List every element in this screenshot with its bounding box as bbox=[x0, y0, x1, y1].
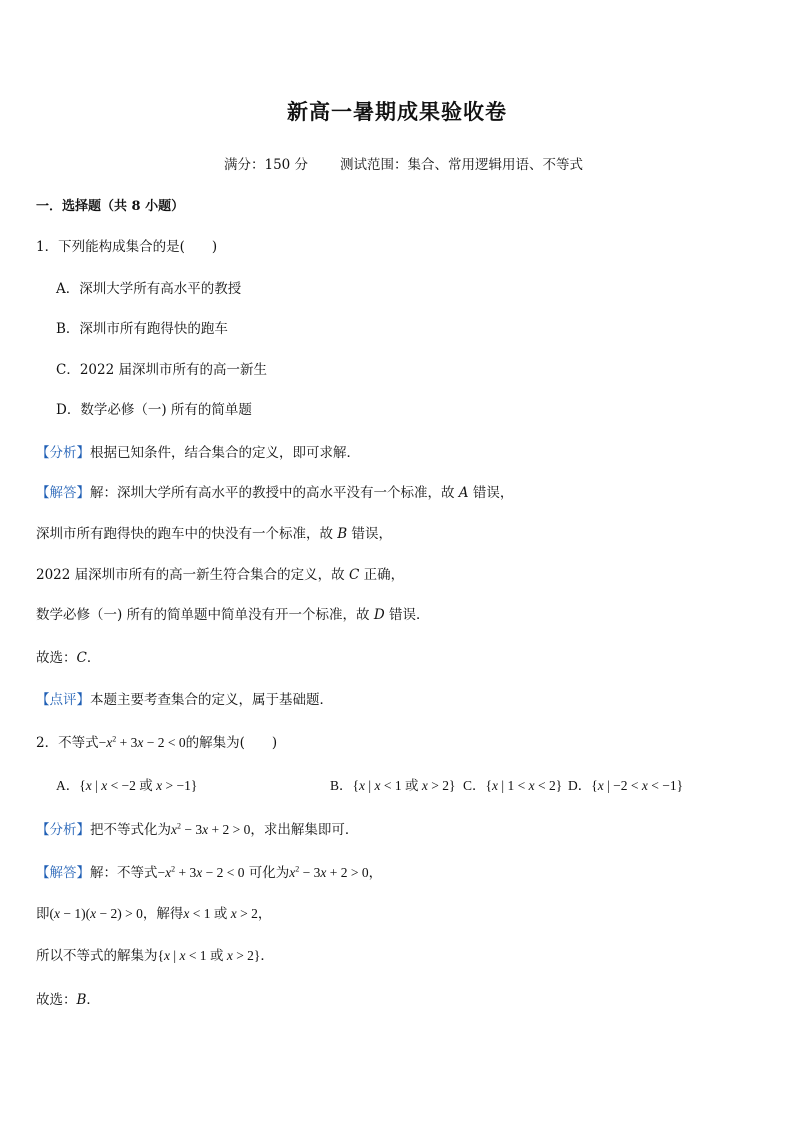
answer-text: 错误， bbox=[347, 526, 393, 542]
stem-text: 的解集为( ) bbox=[185, 735, 278, 751]
question-1-comment bbox=[36, 694, 333, 708]
question-2-answer-line-2 bbox=[36, 907, 271, 922]
answer-expression: {x | x < 1 或 x > 2} bbox=[157, 948, 261, 963]
or-word: 或 bbox=[404, 778, 419, 793]
comment-tag: 【点评】 bbox=[36, 692, 90, 708]
choice-label: 故选： bbox=[36, 650, 77, 666]
choice-letter: C bbox=[76, 650, 87, 666]
answer-variable: D bbox=[373, 607, 385, 623]
answer-text: 即 bbox=[36, 906, 50, 922]
question-1-answer-line-3 bbox=[36, 569, 404, 583]
answer-text: 数学必修（一) 所有的简单题中简单没有开一个标准，故 bbox=[36, 607, 374, 623]
answer-variable: A bbox=[458, 485, 469, 501]
answer-text: 解：深圳大学所有高水平的教授中的高水平没有一个标准，故 bbox=[90, 485, 459, 501]
comment-text: 本题主要考查集合的定义，属于基础题． bbox=[90, 692, 333, 708]
question-1-answer-line-1 bbox=[36, 487, 513, 501]
question-1-analysis bbox=[36, 447, 360, 461]
question-1-choice bbox=[36, 652, 100, 666]
answer-expression: $-x^2 + 3x - 2 < 0$ bbox=[157, 864, 245, 880]
or-word: 或 bbox=[213, 906, 228, 921]
answer-text: 错误， bbox=[468, 485, 514, 501]
answer-expression: $x^2 - 3x + 2 > 0$ bbox=[289, 864, 369, 880]
answer-variable: C bbox=[348, 567, 360, 583]
stem-text: 2．不等式 bbox=[36, 735, 99, 751]
choice-label: 故选： bbox=[36, 992, 77, 1008]
answer-text: ． bbox=[260, 948, 274, 964]
answer-text: 正确， bbox=[359, 567, 405, 583]
section-heading: 一．选择题（共 8 小题） bbox=[36, 199, 185, 214]
answer-expression: (x − 1)(x − 2) > 0 bbox=[49, 906, 143, 921]
question-1-option-b: B．深圳市所有跑得快的跑车 bbox=[56, 321, 228, 337]
analysis-text: ，求出解集即可． bbox=[250, 822, 359, 838]
full-score-label: 满分：150 分 bbox=[224, 157, 309, 173]
analysis-tag: 【分析】 bbox=[36, 822, 90, 838]
answer-text: 2022 届深圳市所有的高一新生符合集合的定义，故 bbox=[36, 567, 349, 583]
choice-suffix: ． bbox=[86, 992, 100, 1008]
or-word: 或 bbox=[209, 948, 224, 963]
answer-expression: x < 1 或 x > 2 bbox=[183, 906, 258, 921]
question-1-option-a: A．深圳大学所有高水平的教授 bbox=[56, 281, 242, 297]
question-2-analysis bbox=[36, 823, 358, 838]
answer-text: 所以不等式的解集为 bbox=[36, 948, 158, 964]
question-1-option-c: C．2022 届深圳市所有的高一新生 bbox=[56, 362, 267, 378]
page-title: 新高一暑期成果验收卷 bbox=[287, 99, 507, 124]
question-1-answer-line-2 bbox=[36, 528, 392, 542]
question-1-answer-line-4 bbox=[36, 609, 429, 623]
analysis-expression: $x^2 - 3x + 2 > 0$ bbox=[171, 821, 251, 837]
question-2-option-a: A．{x | x < −2 或 x > −1} bbox=[56, 778, 198, 793]
answer-text: ， bbox=[257, 906, 272, 922]
option-label: C． bbox=[463, 778, 486, 793]
answer-tag: 【解答】 bbox=[36, 485, 90, 501]
answer-text: ，解得 bbox=[142, 906, 184, 922]
inequality-expression: $-x^2 + 3x - 2 < 0$ bbox=[98, 734, 186, 750]
answer-variable: B bbox=[337, 526, 348, 542]
question-1-stem: 1．下列能构成集合的是( ) bbox=[36, 239, 218, 255]
question-2-stem bbox=[36, 736, 277, 751]
analysis-text: 把不等式化为 bbox=[90, 822, 171, 838]
option-label: B． bbox=[330, 778, 353, 793]
question-1-option-d: D．数学必修（一) 所有的简单题 bbox=[56, 402, 252, 418]
option-label: A． bbox=[56, 778, 80, 793]
answer-text: 错误． bbox=[384, 607, 430, 623]
answer-text: 可化为 bbox=[248, 865, 290, 881]
answer-text: 解：不等式 bbox=[90, 865, 158, 881]
answer-text: ， bbox=[368, 865, 383, 881]
answer-tag: 【解答】 bbox=[36, 865, 90, 881]
question-2-option-d: D．{x | −2 < x < −1} bbox=[568, 778, 684, 793]
analysis-text: 根据已知条件，结合集合的定义，即可求解． bbox=[90, 445, 360, 461]
question-2-answer-line-3 bbox=[36, 949, 274, 964]
question-2-answer-line-1 bbox=[36, 866, 382, 881]
test-range-label: 测试范围：集合、常用逻辑用语、不等式 bbox=[340, 157, 583, 173]
question-2-option-b: B．{x | x < 1 或 x > 2} bbox=[330, 778, 456, 793]
or-word: 或 bbox=[139, 778, 153, 793]
choice-suffix: ． bbox=[86, 650, 101, 666]
analysis-tag: 【分析】 bbox=[36, 445, 90, 461]
question-2-choice bbox=[36, 994, 100, 1008]
option-label: D． bbox=[568, 778, 592, 793]
answer-text: 深圳市所有跑得快的跑车中的快没有一个标准，故 bbox=[36, 526, 338, 542]
choice-letter: B bbox=[76, 992, 87, 1008]
question-2-option-c: C．{x | 1 < x < 2} bbox=[463, 778, 563, 793]
